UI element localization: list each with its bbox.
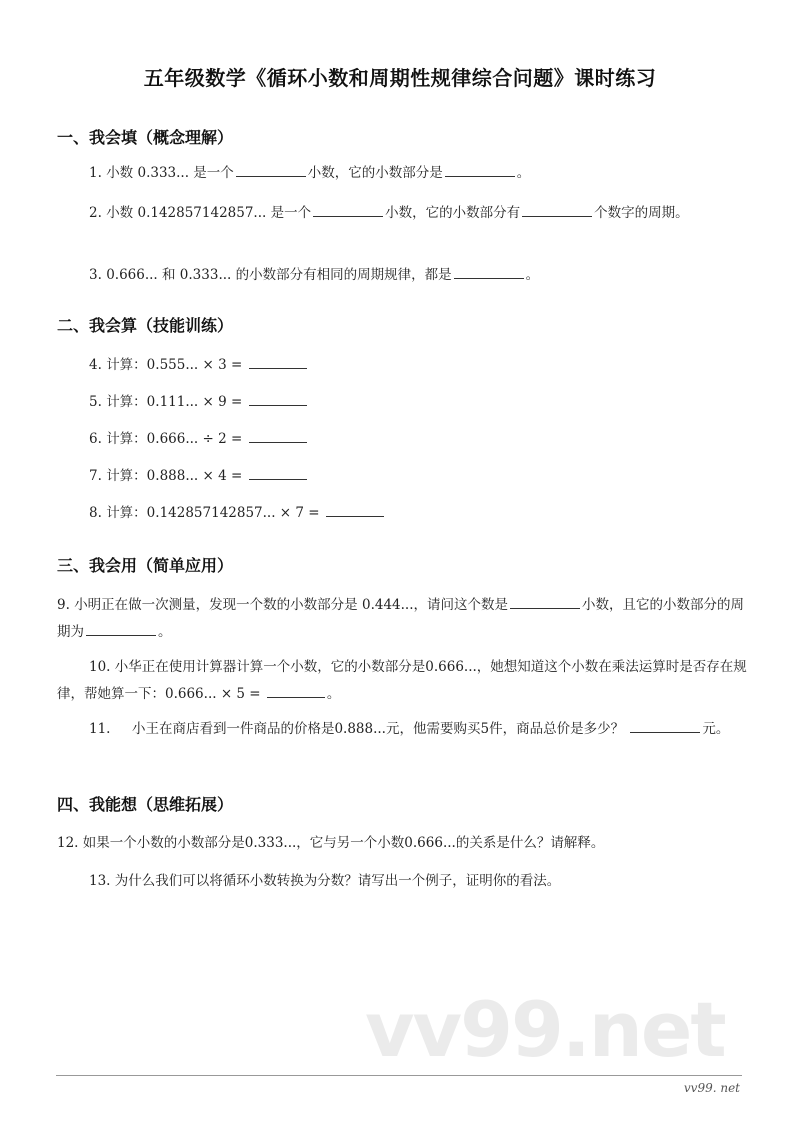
footer-divider — [56, 1075, 742, 1076]
question-7: 7. 计算：0.888... × 4 = — [57, 463, 747, 490]
question-9: 9. 小明正在做一次测量，发现一个数的小数部分是 0.444...，请问这个数是 小数，且它的小数部分的周期为 。 — [57, 592, 747, 646]
question-number: 7. — [89, 468, 102, 484]
answer-blank[interactable] — [249, 354, 307, 369]
answer-blank[interactable] — [630, 718, 700, 733]
question-number: 4. — [89, 357, 102, 373]
question-13: 13. 为什么我们可以将循环小数转换为分数？请写出一个例子，证明你的看法。 — [89, 873, 561, 889]
watermark: vv99.net — [365, 985, 725, 1074]
section-heading-think: 四、我能想（思维拓展） — [57, 795, 234, 814]
question-11: 11. 小王在商店看到一件商品的价格是0.888...元，他需要购买5件，商品总价是多少？ 元。 — [57, 716, 747, 743]
question-8: 8. 计算：0.142857142857... × 7 = — [57, 500, 747, 527]
answer-blank[interactable] — [249, 391, 307, 406]
question-number: 3. — [89, 267, 102, 283]
question-number: 10. — [89, 659, 111, 675]
question-number: 11. — [89, 721, 111, 737]
section-heading-fill: 一、我会填（概念理解） — [57, 128, 234, 147]
question-1: 1. 小数 0.333... 是一个 小数，它的小数部分是 。 — [57, 160, 747, 187]
question-10: 10. 小华正在使用计算器计算一个小数，它的小数部分是0.666...，她想知道这个小数在乘法运算时是否存在规律，帮她算一下：0.666... × 5 = 。 — [57, 659, 747, 702]
answer-blank[interactable] — [249, 428, 307, 443]
question-4: 4. 计算：0.555... × 3 = — [57, 352, 747, 379]
section-heading-apply: 三、我会用（简单应用） — [57, 556, 234, 575]
answer-blank[interactable] — [522, 202, 592, 217]
question-number: 9. — [57, 597, 70, 613]
answer-blank[interactable] — [249, 465, 307, 480]
question-3: 3. 0.666... 和 0.333... 的小数部分有相同的周期规律，都是 。 — [57, 262, 747, 289]
answer-blank[interactable] — [236, 162, 306, 177]
answer-blank[interactable] — [326, 502, 384, 517]
question-5: 5. 计算：0.111... × 9 = — [57, 389, 747, 416]
question-12: 12. 如果一个小数的小数部分是0.333...，它与另一个小数0.666...的关系是什么？请解释。 — [57, 835, 605, 851]
question-2: 2. 小数 0.142857142857... 是一个 小数，它的小数部分有 个数字的周期。 — [57, 200, 747, 227]
answer-blank[interactable] — [86, 621, 156, 636]
question-number: 6. — [89, 431, 102, 447]
section-heading-calc: 二、我会算（技能训练） — [57, 316, 234, 335]
question-number: 13. — [89, 873, 111, 889]
answer-blank[interactable] — [267, 683, 325, 698]
footer-source: vv99. net — [683, 1081, 740, 1095]
question-number: 1. — [89, 165, 102, 181]
answer-blank[interactable] — [454, 264, 524, 279]
question-number: 5. — [89, 394, 102, 410]
question-number: 2. — [89, 205, 102, 221]
question-number: 12. — [57, 835, 79, 851]
answer-blank[interactable] — [313, 202, 383, 217]
question-6: 6. 计算：0.666... ÷ 2 = — [57, 426, 747, 453]
page-title: 五年级数学《循环小数和周期性规律综合问题》课时练习 — [143, 66, 657, 90]
question-number: 8. — [89, 505, 102, 521]
answer-blank[interactable] — [510, 594, 580, 609]
answer-blank[interactable] — [445, 162, 515, 177]
